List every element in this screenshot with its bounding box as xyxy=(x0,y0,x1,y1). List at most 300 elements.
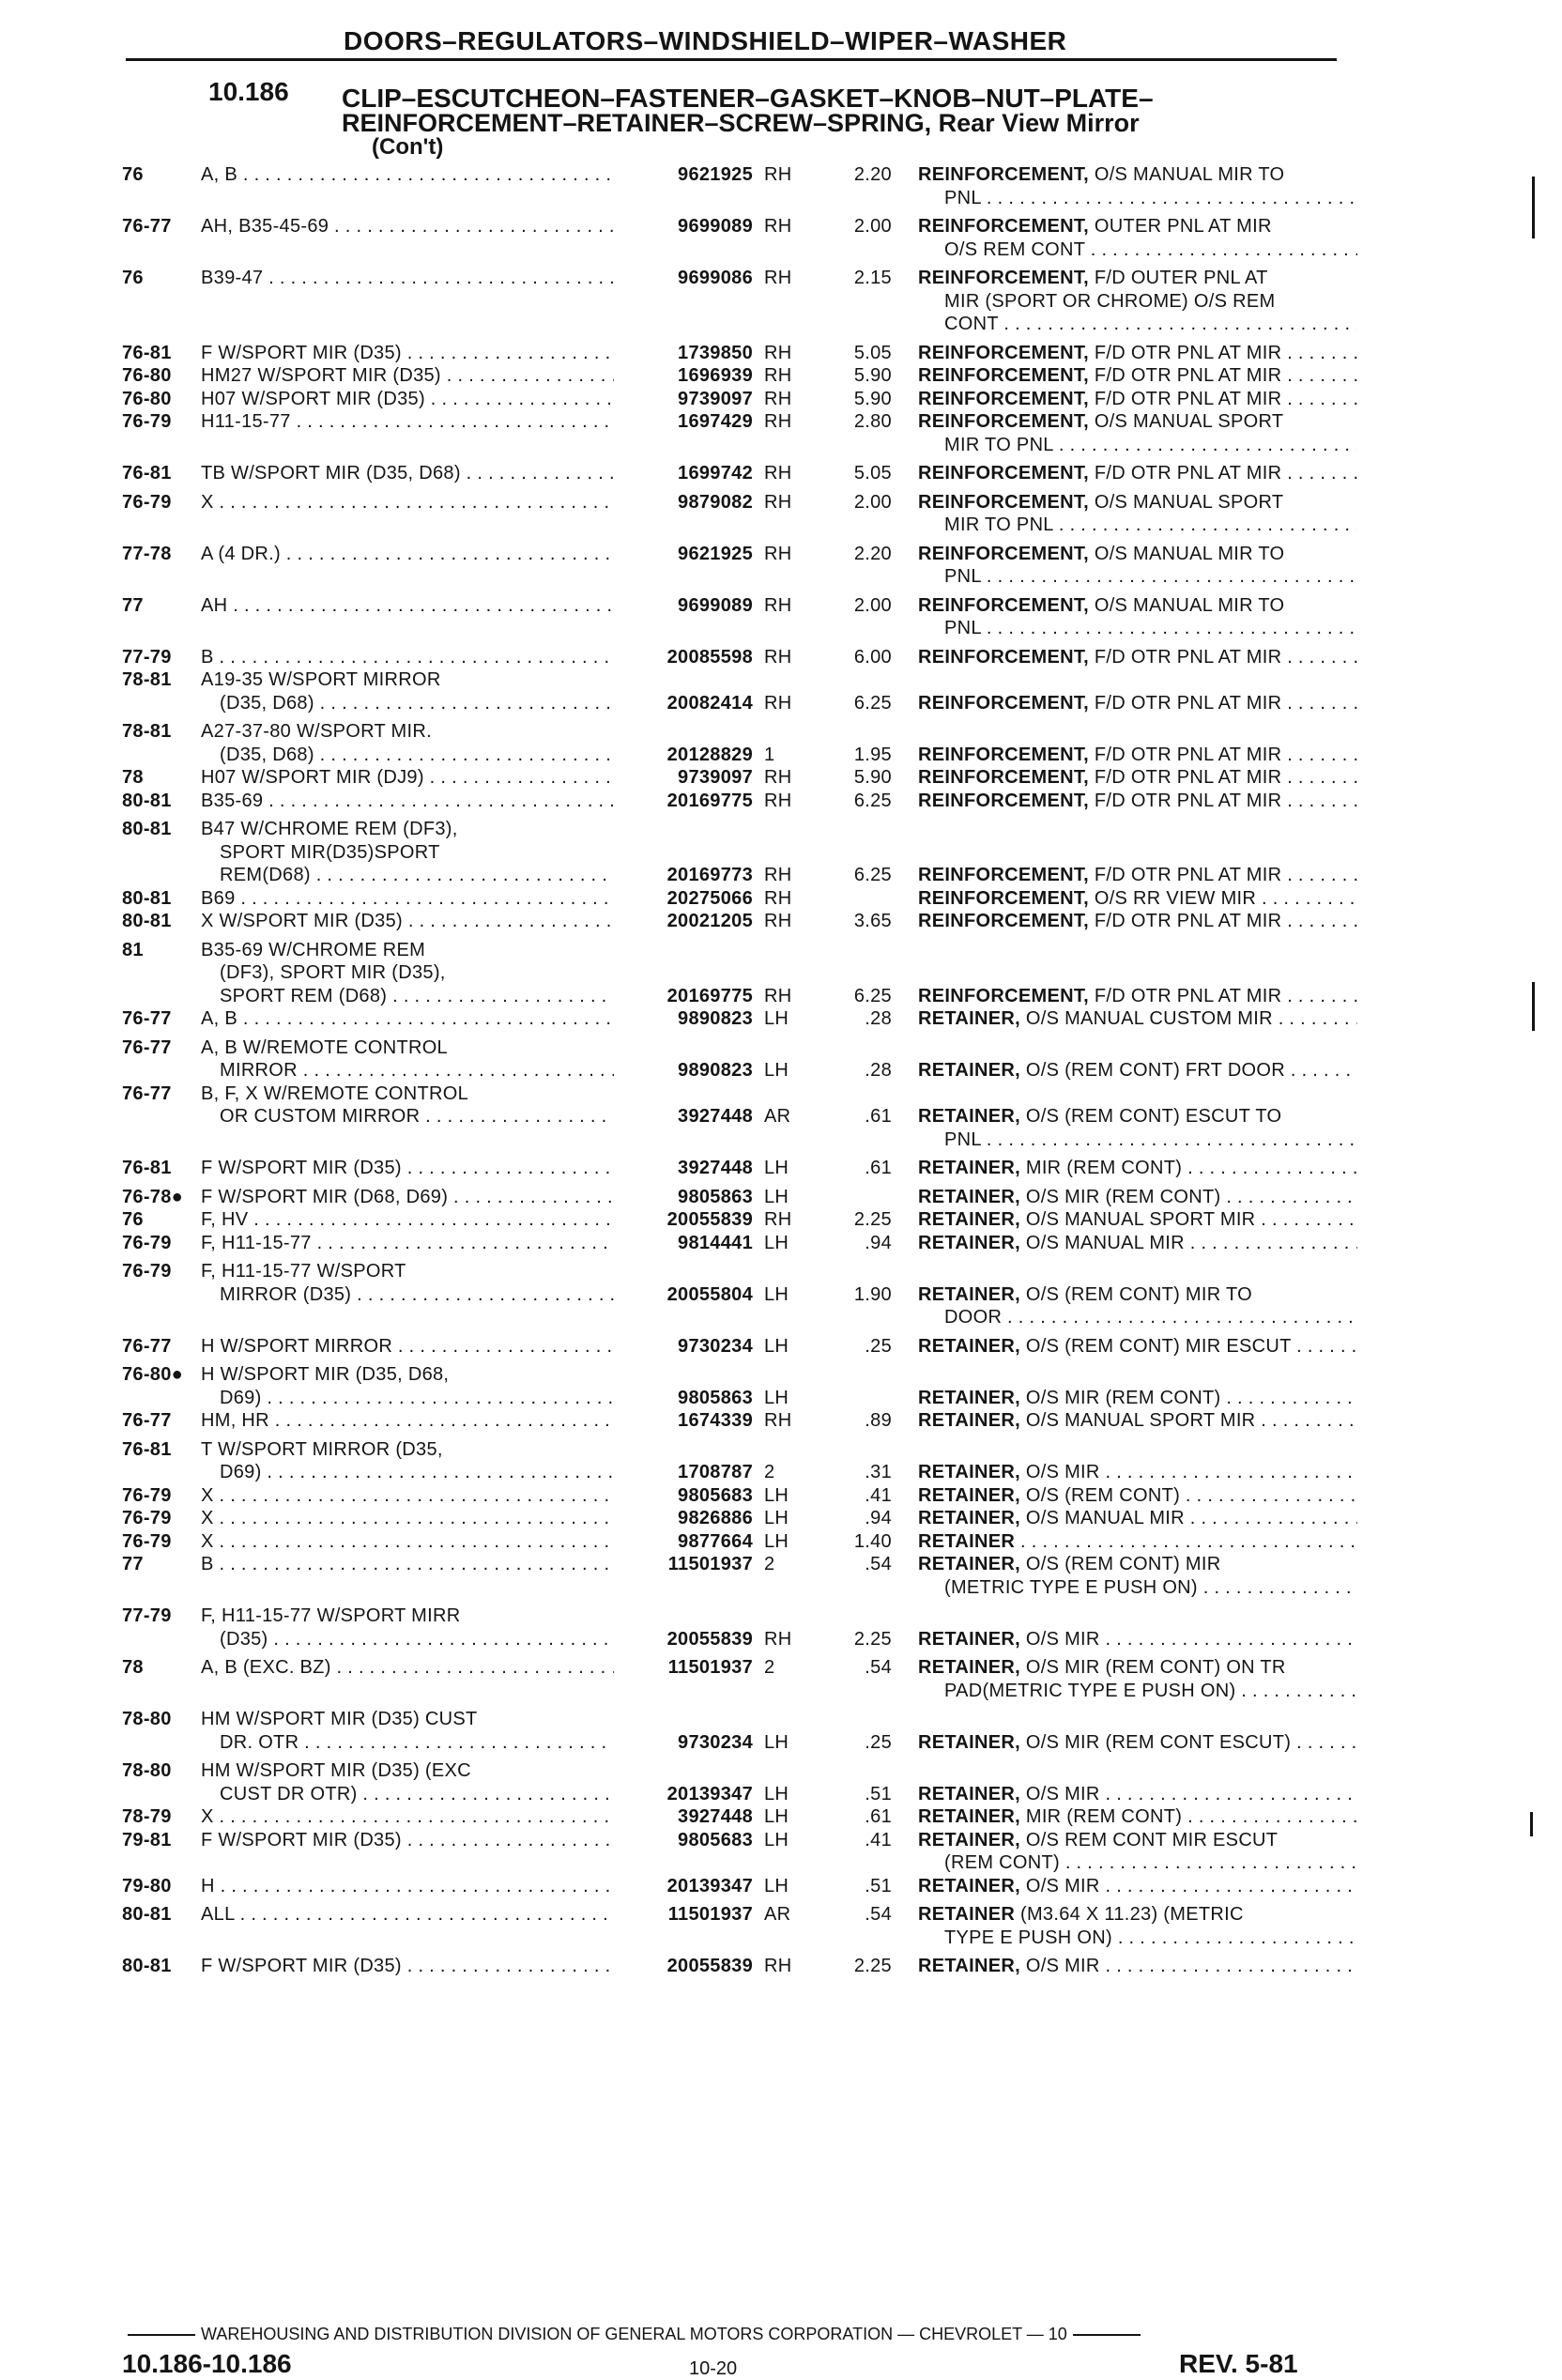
parts-row-left xyxy=(122,720,892,766)
application-line xyxy=(122,1628,892,1651)
application-line xyxy=(122,1186,892,1209)
application-text: H W/SPORT MIR (D35, D68, xyxy=(201,1364,450,1385)
parts-row xyxy=(122,1507,1342,1530)
description-text: PNL xyxy=(944,618,982,638)
side-qty: RH xyxy=(764,463,792,484)
part-name: REINFORCEMENT, xyxy=(918,594,1089,616)
side-qty: LH xyxy=(764,1530,789,1552)
parts-row xyxy=(122,1409,1342,1433)
section-number: 10.186 xyxy=(208,77,289,106)
parts-row-left xyxy=(122,594,892,618)
side-qty: RH xyxy=(764,646,792,668)
part-description xyxy=(918,215,1357,261)
description-line xyxy=(918,766,1357,790)
application-text: MIRROR . . . xyxy=(201,1059,614,1083)
description-text: F/D OTR PNL AT MIR xyxy=(1088,767,1282,788)
parts-row-left xyxy=(122,491,892,514)
description-line xyxy=(918,1805,1357,1829)
side-qty: LH xyxy=(764,1806,789,1827)
application-text: F, HV . . . xyxy=(201,1208,614,1232)
description-line xyxy=(918,1731,1357,1755)
side-qty: LH xyxy=(764,1283,789,1305)
model-year: 76-81 xyxy=(122,342,172,363)
description-text: O/S MANUAL MIR TO xyxy=(1088,543,1285,564)
application-text: F W/SPORT MIR (D35) . . . xyxy=(201,1157,614,1180)
description-line xyxy=(918,215,1357,238)
part-description xyxy=(918,163,1357,209)
description-text: O/S (REM CONT) MIR ESCUT xyxy=(1020,1335,1292,1357)
model-year: 76-77 xyxy=(122,216,172,237)
description-text: PNL xyxy=(944,566,982,587)
parts-row xyxy=(122,1875,1342,1898)
description-text: F/D OTR PNL AT MIR xyxy=(1088,646,1282,668)
application-text: B35-69 . . . xyxy=(201,790,614,813)
side-qty: RH xyxy=(764,887,792,909)
part-description xyxy=(918,744,1357,767)
application-line xyxy=(122,668,892,692)
model-year: 76-80 xyxy=(122,388,172,409)
application-line xyxy=(122,1232,892,1255)
description-text: F/D OTR PNL AT MIR xyxy=(1088,692,1282,714)
description-line xyxy=(918,1553,1357,1576)
application-text: B . . . xyxy=(201,1553,614,1576)
list-price: .51 xyxy=(865,1875,892,1896)
parts-row-left xyxy=(122,342,892,365)
parts-row-left xyxy=(122,388,892,411)
application-line xyxy=(122,1208,892,1232)
part-number: 20139347 xyxy=(666,1875,753,1896)
description-line xyxy=(918,790,1357,813)
application-line xyxy=(122,887,892,911)
application-text: (D35) . . . xyxy=(201,1628,614,1651)
model-year: 76-77 xyxy=(122,1410,172,1431)
part-number: 11501937 xyxy=(667,1904,753,1925)
model-year: 76 xyxy=(122,268,144,288)
list-price: 2.00 xyxy=(853,216,892,237)
description-text: O/S REM CONT xyxy=(944,238,1085,260)
parts-row-left xyxy=(122,1903,892,1927)
part-name: REINFORCEMENT, xyxy=(918,463,1089,484)
application-text: F W/SPORT MIR (D68, D69) . . . xyxy=(201,1186,614,1209)
part-name: RETAINER, xyxy=(918,1875,1020,1896)
list-price: .25 xyxy=(865,1731,892,1753)
model-year: 76-79 xyxy=(122,1508,172,1528)
parts-row-left xyxy=(122,1083,892,1129)
description-text: TYPE E PUSH ON) xyxy=(944,1927,1112,1948)
description-text: F/D OTR PNL AT MIR xyxy=(1088,911,1282,931)
side-qty: RH xyxy=(764,911,792,931)
description-line xyxy=(918,1306,1357,1329)
parts-row-left xyxy=(122,1208,892,1232)
part-number: 20055804 xyxy=(666,1283,753,1305)
application-line xyxy=(122,1530,892,1554)
application-line xyxy=(122,462,892,485)
section-title-line2: REINFORCEMENT–RETAINER–SCREW–SPRING, Rear View Mirror xyxy=(342,109,1140,137)
list-price: .89 xyxy=(865,1410,892,1431)
model-year xyxy=(122,1283,201,1307)
list-price: .41 xyxy=(865,1829,892,1850)
part-name: RETAINER, xyxy=(918,1806,1020,1827)
part-name: RETAINER, xyxy=(918,1554,1020,1574)
parts-row xyxy=(122,1708,1342,1754)
part-description xyxy=(918,342,1357,365)
part-name: RETAINER, xyxy=(918,1508,1020,1528)
application-line xyxy=(122,1083,892,1106)
binding-mark-bottom xyxy=(1530,1812,1533,1836)
model-year xyxy=(122,692,201,715)
application-line xyxy=(122,1829,892,1852)
part-description xyxy=(918,1059,1357,1083)
description-text: DOOR xyxy=(944,1307,1003,1328)
part-name: RETAINER xyxy=(918,1904,1016,1925)
side-qty: LH xyxy=(764,1484,789,1506)
part-description xyxy=(918,1628,1357,1651)
model-year: 78 xyxy=(122,1657,144,1678)
application-text: OR CUSTOM MIRROR . . . xyxy=(201,1105,614,1129)
part-name: REINFORCEMENT, xyxy=(918,865,1089,885)
description-line xyxy=(918,646,1357,669)
description-text: O/S MANUAL MIR xyxy=(1020,1508,1185,1528)
list-price: 2.25 xyxy=(853,1956,892,1976)
model-year: 76-80 xyxy=(122,365,172,386)
description-text: O/S MIR xyxy=(1020,1628,1100,1650)
parts-row-left xyxy=(122,1605,892,1651)
part-name: REINFORCEMENT, xyxy=(918,911,1089,931)
application-line xyxy=(122,1731,892,1755)
application-line xyxy=(122,864,892,887)
parts-row xyxy=(122,1007,1342,1031)
footer-division: WAREHOUSING AND DISTRIBUTION DIVISION OF GENERAL MOTORS CORPORATION — CHEVROLET — 10 xyxy=(201,2325,1067,2343)
list-price: .31 xyxy=(865,1462,892,1482)
model-year xyxy=(122,1783,201,1806)
description-text: MIR (SPORT OR CHROME) O/S REM xyxy=(944,290,1276,312)
part-description xyxy=(918,1157,1357,1180)
description-line xyxy=(918,514,1357,537)
side-qty: LH xyxy=(764,1387,789,1408)
application-text: CUST DR OTR) . . . xyxy=(201,1783,614,1806)
description-line xyxy=(918,342,1357,365)
list-price: 5.90 xyxy=(853,767,892,788)
part-name: REINFORCEMENT, xyxy=(918,692,1089,714)
part-name: RETAINER, xyxy=(918,1731,1020,1753)
description-line xyxy=(918,187,1357,210)
part-number: 20082414 xyxy=(666,692,753,714)
part-name: REINFORCEMENT, xyxy=(918,388,1089,409)
application-text: F, H11-15-77 W/SPORT xyxy=(201,1261,406,1282)
parts-row-left xyxy=(122,1708,892,1754)
description-line xyxy=(918,1927,1357,1950)
side-qty: 2 xyxy=(764,1657,775,1678)
part-name: REINFORCEMENT, xyxy=(918,543,1089,564)
parts-row-left xyxy=(122,1409,892,1433)
side-qty: RH xyxy=(764,216,792,237)
part-description xyxy=(918,1507,1357,1530)
part-description xyxy=(918,1208,1357,1232)
description-line xyxy=(918,1283,1357,1307)
parts-row-left xyxy=(122,462,892,485)
parts-row-left xyxy=(122,215,892,238)
side-qty: RH xyxy=(764,865,792,885)
description-line xyxy=(918,744,1357,767)
parts-row-left xyxy=(122,646,892,669)
part-name: RETAINER, xyxy=(918,1484,1020,1506)
application-text: (D35, D68) . . . xyxy=(201,744,614,767)
part-number: 20169773 xyxy=(666,865,753,885)
parts-row-left xyxy=(122,364,892,388)
part-description xyxy=(918,1232,1357,1255)
description-line xyxy=(918,1208,1357,1232)
part-description xyxy=(918,1105,1357,1151)
description-line xyxy=(918,1507,1357,1530)
footer-page-number: 10-20 xyxy=(689,2358,738,2379)
application-text: (D35, D68) . . . xyxy=(201,692,614,715)
part-description xyxy=(918,388,1357,411)
section-title xyxy=(342,86,1299,160)
description-text: O/S (REM CONT) MIR xyxy=(1020,1554,1221,1574)
description-line xyxy=(918,887,1357,911)
description-text: O/S MANUAL CUSTOM MIR xyxy=(1020,1008,1273,1029)
description-text: F/D OTR PNL AT MIR xyxy=(1088,790,1282,811)
parts-row-left xyxy=(122,1335,892,1359)
description-line xyxy=(918,1656,1357,1680)
description-text: CONT xyxy=(944,314,999,334)
part-name: RETAINER, xyxy=(918,1158,1020,1178)
application-text: H W/SPORT MIRROR . . . xyxy=(201,1335,614,1359)
list-price xyxy=(817,887,892,911)
part-number: 9877664 xyxy=(678,1530,753,1552)
parts-row xyxy=(122,1157,1342,1180)
parts-row-left xyxy=(122,1955,892,1978)
side-qty: RH xyxy=(764,594,792,616)
description-line xyxy=(918,1484,1357,1508)
application-text: DR. OTR . . . xyxy=(201,1731,614,1755)
application-text: A, B . . . xyxy=(201,163,614,187)
list-price xyxy=(817,1387,892,1410)
list-price xyxy=(817,1186,892,1209)
parts-row xyxy=(122,1530,1342,1554)
description-line xyxy=(918,1680,1357,1703)
description-text: O/S (REM CONT) MIR TO xyxy=(1020,1283,1252,1305)
part-description xyxy=(918,1903,1357,1949)
list-price: .54 xyxy=(865,1904,892,1925)
list-price: 5.05 xyxy=(853,463,892,484)
model-year: 76 xyxy=(122,164,144,185)
application-line xyxy=(122,410,892,434)
parts-row-left xyxy=(122,1260,892,1306)
application-line xyxy=(122,1708,892,1731)
part-number: 20055839 xyxy=(666,1628,753,1650)
model-year xyxy=(122,864,201,887)
description-line xyxy=(918,238,1357,262)
model-year: 77-78 xyxy=(122,543,172,564)
application-line xyxy=(122,267,892,290)
parts-row-left xyxy=(122,818,892,887)
part-number: 9730234 xyxy=(678,1731,753,1753)
side-qty: LH xyxy=(764,1335,789,1357)
application-text: TB W/SPORT MIR (D35, D68) . . . xyxy=(201,462,614,485)
parts-row-left xyxy=(122,1507,892,1530)
parts-row xyxy=(122,668,1342,714)
part-description xyxy=(918,1656,1357,1702)
description-text: O/S MIR xyxy=(1020,1462,1100,1482)
application-text: HM27 W/SPORT MIR (D35) . . . xyxy=(201,364,614,388)
application-line xyxy=(122,1759,892,1783)
description-line xyxy=(918,434,1357,457)
side-qty: LH xyxy=(764,1783,789,1804)
description-text: O/S MANUAL SPORT xyxy=(1088,411,1284,432)
list-price: 2.20 xyxy=(853,164,892,185)
part-name: RETAINER, xyxy=(918,1783,1020,1804)
part-name: REINFORCEMENT, xyxy=(918,216,1089,237)
list-price: 5.05 xyxy=(853,342,892,363)
part-name: RETAINER, xyxy=(918,1628,1020,1650)
application-text: H07 W/SPORT MIR (D35) . . . xyxy=(201,388,614,411)
part-name: REINFORCEMENT, xyxy=(918,744,1089,765)
model-year: 78-79 xyxy=(122,1806,172,1827)
description-line xyxy=(918,617,1357,640)
part-description xyxy=(918,491,1357,537)
parts-row-left xyxy=(122,910,892,933)
parts-row xyxy=(122,1829,1342,1875)
model-year: 76-80● xyxy=(122,1364,184,1385)
model-year: 76-77 xyxy=(122,1008,172,1029)
description-line xyxy=(918,1851,1357,1875)
part-number: 3927448 xyxy=(678,1106,753,1127)
list-price: 6.25 xyxy=(853,692,892,714)
list-price: .25 xyxy=(865,1335,892,1357)
description-line xyxy=(918,1461,1357,1484)
description-line xyxy=(918,364,1357,388)
part-number: 11501937 xyxy=(667,1657,753,1678)
application-line xyxy=(122,1036,892,1060)
part-description xyxy=(918,646,1357,669)
description-line xyxy=(918,565,1357,589)
model-year: 78-81 xyxy=(122,721,172,742)
model-year: 79-81 xyxy=(122,1829,172,1850)
side-qty: LH xyxy=(764,1008,789,1029)
description-text: O/S MANUAL MIR xyxy=(1020,1232,1185,1253)
application-text: HM W/SPORT MIR (D35) CUST xyxy=(201,1709,478,1729)
application-line xyxy=(122,910,892,933)
part-description xyxy=(918,462,1357,485)
side-qty: LH xyxy=(764,1875,789,1896)
side-qty: RH xyxy=(764,491,792,513)
part-name: RETAINER, xyxy=(918,1232,1020,1253)
application-text: HM W/SPORT MIR (D35) (EXC xyxy=(201,1760,471,1781)
application-text: D69) . . . xyxy=(201,1387,614,1410)
list-price: .94 xyxy=(865,1232,892,1253)
application-text: F W/SPORT MIR (D35) . . . xyxy=(201,342,614,365)
part-number: 9890823 xyxy=(678,1008,753,1029)
parts-row xyxy=(122,1363,1342,1409)
application-line xyxy=(122,1783,892,1806)
list-price: .61 xyxy=(865,1806,892,1827)
side-qty: 1 xyxy=(764,744,775,765)
application-line xyxy=(122,1656,892,1680)
description-text: MIR (REM CONT) xyxy=(1020,1806,1183,1827)
part-description xyxy=(918,766,1357,790)
part-name: RETAINER, xyxy=(918,1209,1020,1230)
application-line xyxy=(122,1903,892,1927)
parts-row xyxy=(122,1553,1342,1599)
part-number: 9805863 xyxy=(678,1186,753,1207)
part-number: 20055839 xyxy=(666,1956,753,1976)
parts-row xyxy=(122,1186,1342,1209)
list-price: .61 xyxy=(865,1106,892,1127)
part-number: 20021205 xyxy=(666,911,753,931)
parts-row xyxy=(122,491,1342,537)
application-line xyxy=(122,720,892,744)
part-name: RETAINER, xyxy=(918,1387,1020,1408)
part-name: RETAINER, xyxy=(918,1335,1020,1357)
part-name: RETAINER, xyxy=(918,1186,1020,1207)
model-year: 79-80 xyxy=(122,1875,172,1896)
part-number: 20055839 xyxy=(666,1209,753,1230)
part-number: 9805683 xyxy=(678,1829,753,1850)
description-line xyxy=(918,313,1357,336)
list-price: 2.00 xyxy=(853,491,892,513)
part-description xyxy=(918,864,1357,887)
application-text: ALL . . . xyxy=(201,1903,614,1927)
part-description xyxy=(918,1530,1357,1554)
part-number: 9805683 xyxy=(678,1484,753,1506)
side-qty: RH xyxy=(764,365,792,386)
list-price: 3.65 xyxy=(853,911,892,931)
side-qty: RH xyxy=(764,692,792,714)
side-qty: RH xyxy=(764,388,792,409)
parts-row-left xyxy=(122,1530,892,1554)
model-year: 76-77 xyxy=(122,1335,172,1357)
part-number: 3927448 xyxy=(678,1806,753,1827)
parts-row xyxy=(122,1484,1342,1508)
application-line xyxy=(122,1461,892,1484)
description-text: MIR (REM CONT) xyxy=(1020,1158,1183,1178)
application-line xyxy=(122,1283,892,1307)
part-number: 9699089 xyxy=(678,216,753,237)
part-number: 9621925 xyxy=(678,164,753,185)
application-line xyxy=(122,1260,892,1283)
parts-row-left xyxy=(122,543,892,566)
application-text: (DF3), SPORT MIR (D35), xyxy=(220,962,446,983)
description-text: (M3.64 X 11.23) (METRIC xyxy=(1015,1904,1244,1925)
part-name: REINFORCEMENT, xyxy=(918,985,1089,1006)
description-text: F/D OTR PNL AT MIR xyxy=(1088,342,1282,363)
application-text: A19-35 W/SPORT MIRROR xyxy=(201,669,441,690)
parts-row xyxy=(122,215,1342,261)
part-description xyxy=(918,543,1357,589)
description-text: O/S MIR (REM CONT) xyxy=(1020,1186,1221,1207)
part-number: 1708787 xyxy=(678,1462,753,1482)
description-text: O/S MIR xyxy=(1020,1956,1100,1976)
application-line xyxy=(122,1955,892,1978)
model-year: 78-80 xyxy=(122,1709,172,1729)
model-year: 77-79 xyxy=(122,646,172,668)
part-description xyxy=(918,1783,1357,1806)
list-price: .41 xyxy=(865,1484,892,1506)
description-line xyxy=(918,1157,1357,1180)
parts-row-left xyxy=(122,1656,892,1680)
part-name: RETAINER, xyxy=(918,1657,1020,1678)
description-line xyxy=(918,163,1357,187)
application-line xyxy=(122,818,892,841)
description-line xyxy=(918,290,1357,314)
part-description xyxy=(918,1007,1357,1031)
part-description xyxy=(918,1805,1357,1829)
parts-row-left xyxy=(122,1363,892,1409)
application-line xyxy=(122,364,892,388)
part-name: REINFORCEMENT, xyxy=(918,365,1089,386)
list-price: 2.20 xyxy=(853,543,892,564)
